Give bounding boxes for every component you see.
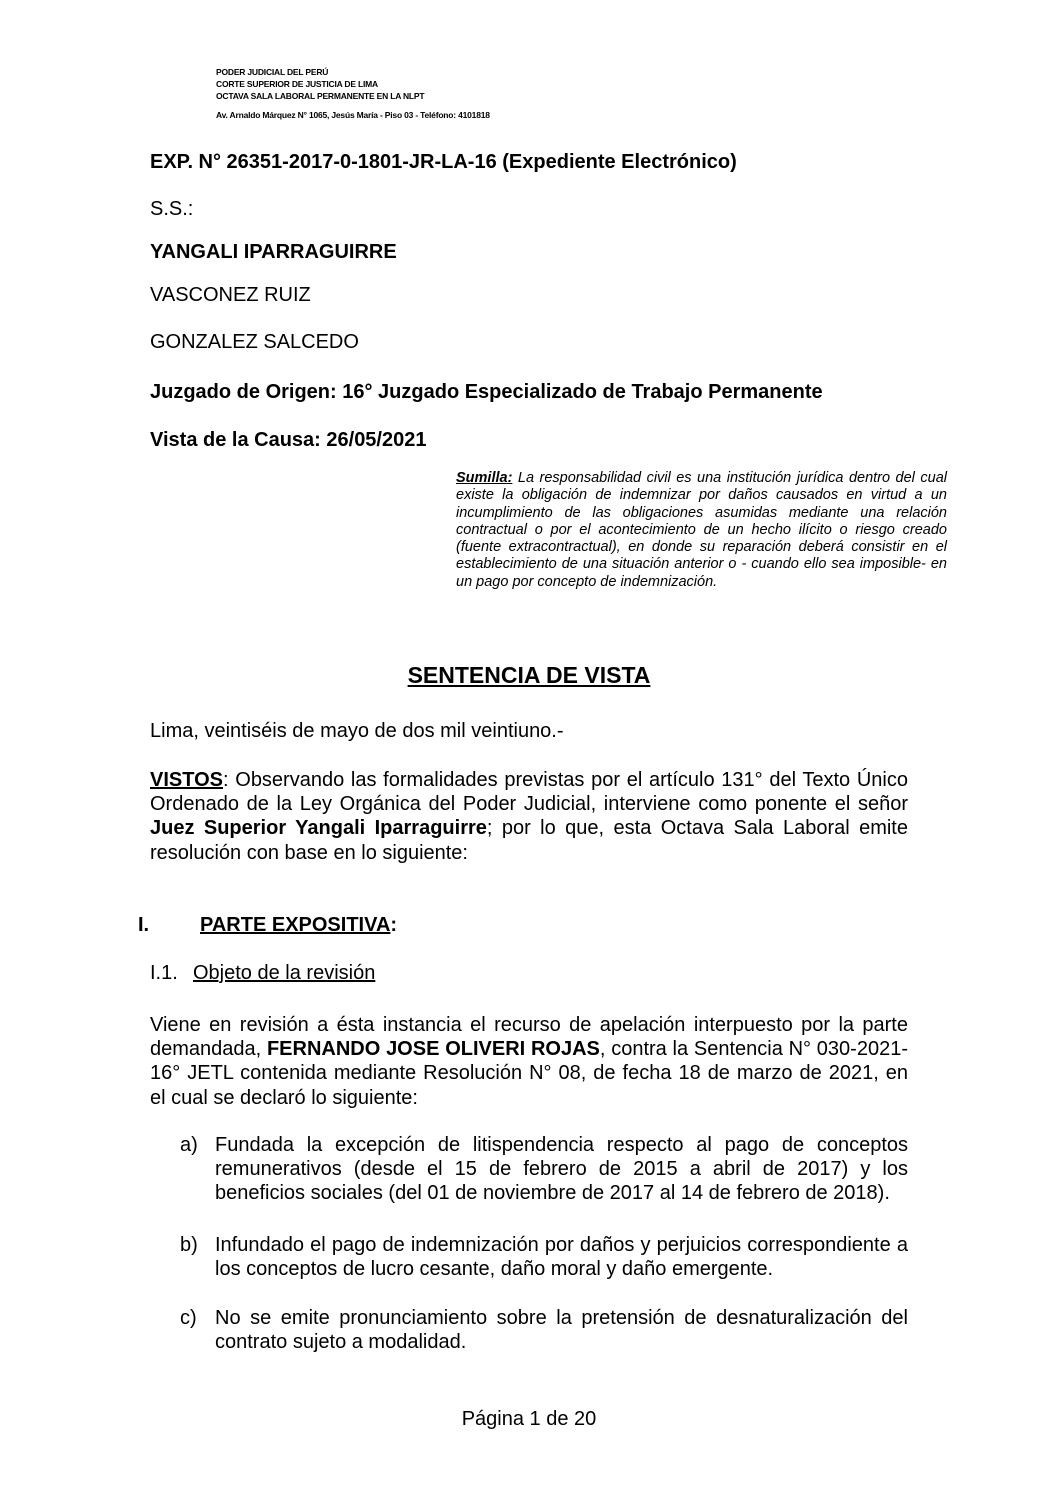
list-item <box>180 1233 908 1281</box>
date-line: Lima, veintiséis de mayo de dos mil veintiuno.- <box>150 720 564 742</box>
list-item-text: No se emite pronunciamiento sobre la pretensión de desnaturalización del contrato sujeto a modalidad. <box>215 1307 908 1353</box>
summary-text: La responsabilidad civil es una institución jurídica dentro del cual existe la obligación de indemnizar por daños causados en virtud a un incumplimiento de las obligaciones asumidas mediante una relación contractual o por el acontecimiento de un hecho ilícito o riesgo creado (fuente extracontractual), en donde su reparación deberá consistir en el establecimiento de una situación anterior o - cuando ello sea imposible- en un pago por concepto de indemnización. <box>456 470 947 590</box>
ponente-name: Juez Superior Yangali Iparraguirre <box>150 817 487 840</box>
court-address: Av. Arnaldo Márquez N° 1065, Jesús María - Piso 03 - Teléfono: 4101818 <box>216 110 490 120</box>
subsection-title: Objeto de la revisión <box>193 962 376 984</box>
hearing-date-value: 26/05/2021 <box>320 429 427 451</box>
origin-court <box>150 380 823 404</box>
judge-name: YANGALI IPARRAGUIRRE <box>150 241 397 263</box>
list-item <box>180 1133 908 1205</box>
summary-block <box>456 470 947 591</box>
chamber-name: OCTAVA SALA LABORAL PERMANENTE EN LA NLPT <box>216 91 425 101</box>
body-paragraph <box>150 1013 908 1110</box>
list-marker: b) <box>180 1234 198 1256</box>
section-title: PARTE EXPOSITIVA <box>200 914 391 936</box>
institution-name: PODER JUDICIAL DEL PERÚ <box>216 67 329 77</box>
origin-court-value: 16° Juzgado Especializado de Trabajo Permanente <box>336 381 823 403</box>
list-marker: a) <box>180 1134 198 1156</box>
list-item-text: Infundado el pago de indemnización por daños y perjuicios correspondiente a los conceptos de lucro cesante, daño moral y daño emergente. <box>215 1234 908 1280</box>
list-item <box>180 1306 908 1354</box>
list-item-text: Fundada la excepción de litispendencia respecto al pago de conceptos remunerativos (desde el 15 de febrero de 2015 a abril de 2017) y los beneficios sociales (del 01 de noviembre de 2017 al 14 de febrero de 2018). <box>215 1134 908 1204</box>
section-colon: : <box>390 914 398 936</box>
body-text: Viene en revisión a ésta instancia el recurso de apelación interpuesto por la parte demandada, <box>150 1014 908 1061</box>
body-text-end: , contra la Sentencia N° 030-2021-16° JETL contenida mediante Resolución N° 08, de fecha 18 de marzo de 2021, en el cual se declaró lo siguiente: <box>150 1038 908 1109</box>
hearing-date-label: Vista de la Causa: <box>150 429 321 451</box>
case-number: EXP. N° 26351-2017-0-1801-JR-LA-16 (Expediente Electrónico) <box>150 151 737 173</box>
defendant-name: FERNANDO JOSE OLIVERI ROJAS <box>266 1038 600 1061</box>
origin-court-label: Juzgado de Origen: <box>150 381 337 403</box>
section-number: I. <box>138 914 150 936</box>
vistos-text: : Observando las formalidades previstas por el artículo 131° del Texto Único Ordenado de la Ley Orgánica del Poder Judicial, interviene como ponente el señor <box>150 769 908 816</box>
judge-name: VASCONEZ RUIZ <box>150 284 311 306</box>
document-title: SENTENCIA DE VISTA <box>407 662 651 688</box>
hearing-date <box>150 428 426 452</box>
section-heading <box>200 913 397 937</box>
vistos-text-end: ; por lo que, esta Octava Sala Laboral emite resolución con base en lo siguiente: <box>150 817 908 864</box>
vistos-paragraph <box>150 768 908 865</box>
judge-name: GONZALEZ SALCEDO <box>150 331 359 353</box>
vistos-label: VISTOS <box>150 769 223 791</box>
court-name: CORTE SUPERIOR DE JUSTICIA DE LIMA <box>216 79 378 89</box>
subsection-number: I.1. <box>150 962 178 984</box>
ss-label: S.S.: <box>150 198 194 220</box>
page-number: Página 1 de 20 <box>461 1408 597 1430</box>
summary-label: Sumilla: <box>456 470 513 486</box>
list-marker: c) <box>180 1307 197 1329</box>
